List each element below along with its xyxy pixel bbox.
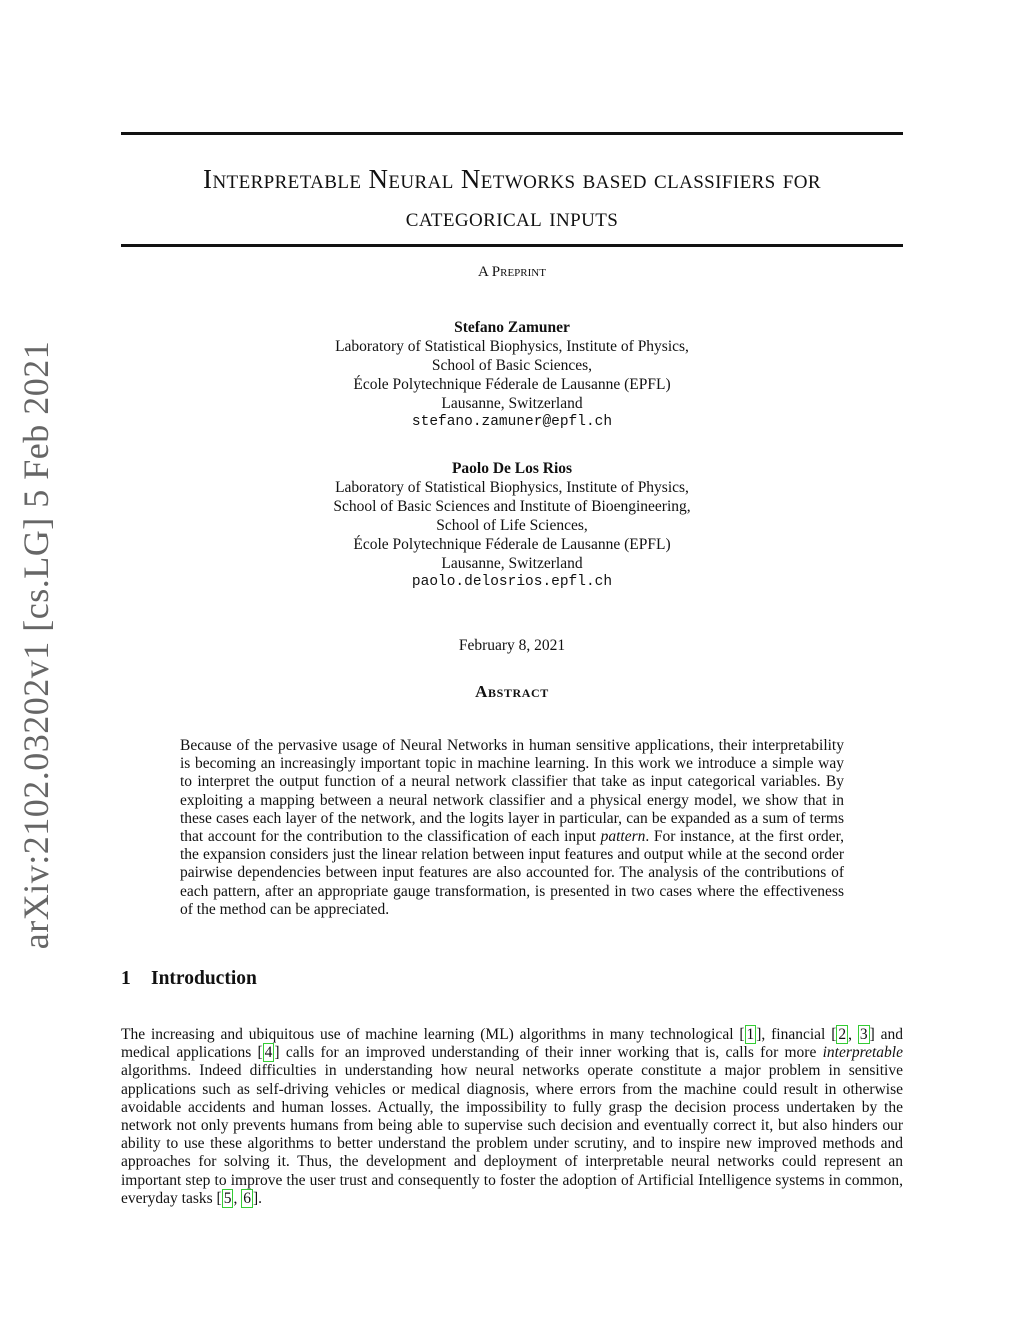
paper-date: February 8, 2021	[458, 637, 566, 654]
citation-link[interactable]: 3	[859, 1026, 868, 1043]
paper-title	[121, 160, 903, 236]
abstract-text: Because of the pervasive usage of Neural Networks in human sensitive applications, their interpretability is becoming an increasingly important topic in machine learning. In this work we introduce a simple way to interpret the output function of a neural network classifier that take as input categorical variables. By exploiting a mapping between a neural network classifier and a physical energy model, we show that in these cases each layer of the network, and the logits layer in particular, can be expanded as a sum of terms that account for the contribution to the classification of each input	[180, 737, 844, 846]
affiliation-line: Lausanne, Switzerland	[441, 395, 583, 412]
intro-text: ] and medical applications [	[121, 1026, 904, 1062]
citation-link[interactable]: 4	[264, 1044, 273, 1062]
author-name: Stefano Zamuner	[454, 319, 570, 336]
section-number: 1	[121, 968, 131, 989]
abstract-emphasis: pattern	[600, 828, 646, 846]
intro-text: algorithms. Indeed difficulties in understanding how neural networks operate constitute a major problem in sensitive applications such as self-driving vehicles or medical diagnosis, where errors from the machine could result in otherwise avoidable accidents and human losses. Actually, the impossibility to fully grasp the decision process undertaken by the network not only prevents humans from being able to supervise such decision and eventually correct it, but also hinders our ability to use these algorithms to better understand the problem under scrutiny, and to inspire new improved methods and approaches for solving it. Thus, the development and deployment of interpretable neural networks could represent an important step to improve the user trust and consequently to foster the adoption of Artificial Intelligence systems in common, everyday tasks [	[121, 1062, 903, 1207]
author-email[interactable]: paolo.delosrios.epfl.ch	[411, 574, 613, 590]
abstract-body	[180, 737, 844, 919]
arxiv-sidebar-stamp: arXiv:2102.03202v1 [cs.LG] 5 Feb 2021	[16, 340, 56, 950]
intro-text: ,	[848, 1026, 858, 1043]
affiliation-line: School of Basic Sciences and Institute of Bioengineering,	[333, 498, 691, 515]
affiliation-line: School of Basic Sciences,	[431, 357, 593, 374]
intro-text: ], financial [	[756, 1026, 837, 1043]
citation-link[interactable]: 5	[223, 1189, 232, 1207]
title-line-1: Interpretable Neural Networks based classifiers for	[203, 164, 821, 194]
intro-text: The increasing and ubiquitous use of machine learning (ML) algorithms in many technological [	[121, 1026, 745, 1043]
title-rule-bottom	[121, 244, 903, 247]
title-rule-top	[121, 132, 903, 135]
preprint-label: A Preprint	[478, 264, 546, 280]
intro-text: ].	[252, 1189, 263, 1207]
citation-link[interactable]: 6	[243, 1189, 251, 1207]
citation-link[interactable]: 1	[746, 1026, 755, 1043]
author-block-2	[121, 459, 903, 592]
affiliation-line: École Polytechnique Féderale de Lausanne (EPFL)	[353, 536, 671, 553]
intro-paragraph	[121, 1026, 903, 1208]
affiliation-line: École Polytechnique Féderale de Lausanne (EPFL)	[353, 376, 671, 393]
author-email[interactable]: stefano.zamuner@epfl.ch	[411, 414, 613, 430]
title-line-2: categorical inputs	[405, 202, 619, 232]
abstract-heading: Abstract	[475, 682, 549, 701]
section-heading	[121, 968, 257, 990]
intro-text: ] calls for an improved understanding of their inner working that is, calls for more	[274, 1044, 823, 1062]
affiliation-line: Laboratory of Statistical Biophysics, Institute of Physics,	[335, 479, 689, 496]
affiliation-line: Lausanne, Switzerland	[441, 555, 583, 572]
intro-emphasis: interpretable	[822, 1044, 903, 1062]
affiliation-line: Laboratory of Statistical Biophysics, Institute of Physics,	[335, 338, 689, 355]
citation-link[interactable]: 2	[838, 1026, 847, 1043]
affiliation-line: School of Life Sciences,	[436, 517, 588, 534]
intro-text: ,	[233, 1189, 242, 1207]
abstract-text: . For instance, at the first order, the expansion considers just the linear relation between input features and output while at the second order pairwise dependencies between input features are also accounted for. The analysis of the contributions of each pattern, after an appropriate gauge transformation, is presented in two cases where the effectiveness of the method can be appreciated.	[180, 828, 844, 918]
section-title: Introduction	[151, 968, 257, 989]
author-block-1	[121, 318, 903, 432]
author-name: Paolo De Los Rios	[451, 460, 573, 477]
